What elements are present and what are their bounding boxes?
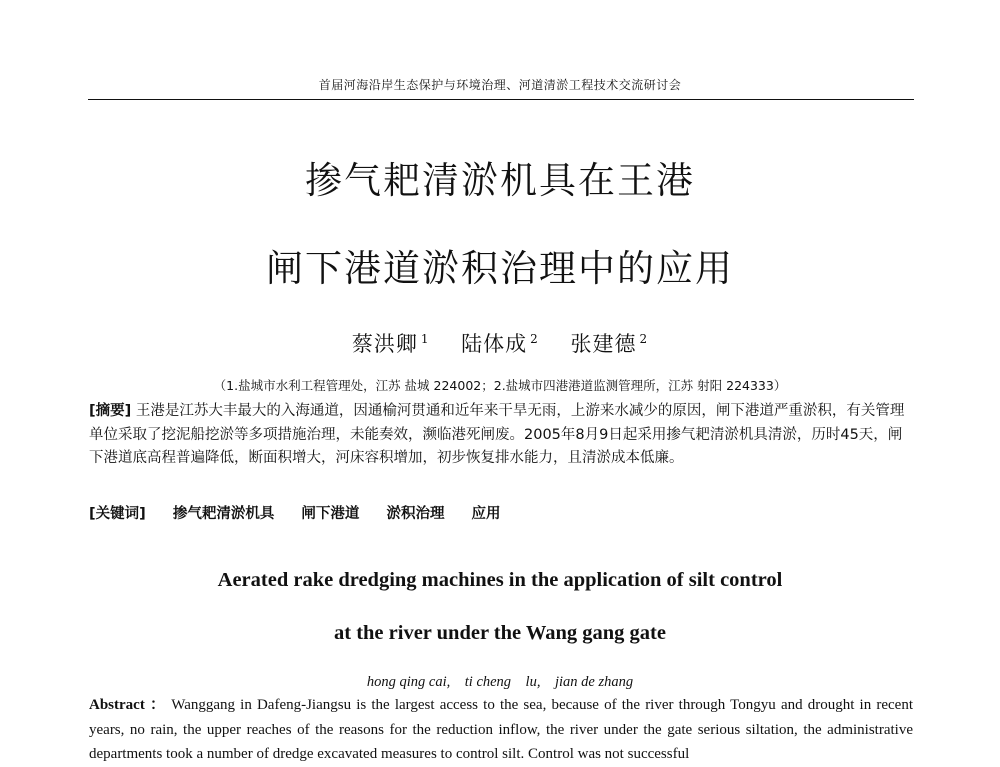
abstract-en-text: Wanggang in Dafeng-Jiangsu is the largest access to the sea, because of the river through Tongyu and drought in recent years, no rain, the upper reaches of the reasons for the reduction inflow, the river under the gate serious siltation, the administrative departments took a number of dredge excavated measures to control silt. Control was not successful [89, 697, 913, 762]
abstract-cn-label: [摘要] [89, 403, 132, 419]
keyword: 应用 [471, 506, 501, 522]
author-cn: 陆体成 $^2$ [461, 332, 539, 356]
abstract-cn-text: 王港是江苏大丰最大的入海通道，因通榆河贯通和近年来干旱无雨，上游来水减少的原因，闸下港道严重淤积，有关管理单位采取了挖泥船挖淤等多项措施治理，未能奏效，濒临港死闸废。2005年8月9日起采用掺气耙清淤机具清淤，历时45天，闸下港道底高程普遍降低，断面积增大，河床容积增加，初步恢复排水能力，且清淤成本低廉。 [89, 403, 905, 466]
author-cn: 张建德 $^2$ [570, 332, 649, 356]
author-cn: 蔡洪卿 $^1$ [351, 332, 430, 356]
keywords-cn [89, 502, 909, 523]
header-rule [88, 99, 914, 100]
abstract-en-label: Abstract ： [89, 697, 167, 713]
title-cn-line2: 闸下港道淤积治理中的应用 [266, 247, 734, 290]
keyword: 闸下港道 [301, 506, 360, 522]
keyword: 掺气耙清淤机具 [172, 506, 275, 522]
conference-header: 首届河海沿岸生态保护与环境治理、河道清淤工程技术交流研讨会 [318, 78, 682, 92]
title-en-line1: Aerated rake dredging machines in the application of silt control [217, 569, 783, 591]
title-cn-line1: 掺气耙清淤机具在王港 [305, 159, 695, 202]
keywords-cn-label: [关键词] [89, 506, 146, 522]
abstract-cn [89, 400, 909, 471]
abstract-en [89, 693, 913, 767]
affiliation: （1.盐城市水利工程管理处，江苏 盐城 224002；2.盐城市四港港道监测管理所，江苏 射阳 224333） [213, 378, 787, 393]
authors-cn [0, 328, 1000, 358]
title-en-line2: at the river under the Wang gang gate [334, 622, 666, 644]
keyword: 淤积治理 [386, 506, 445, 522]
authors-en: hong qing cai, ti cheng lu, jian de zhang [366, 674, 634, 690]
